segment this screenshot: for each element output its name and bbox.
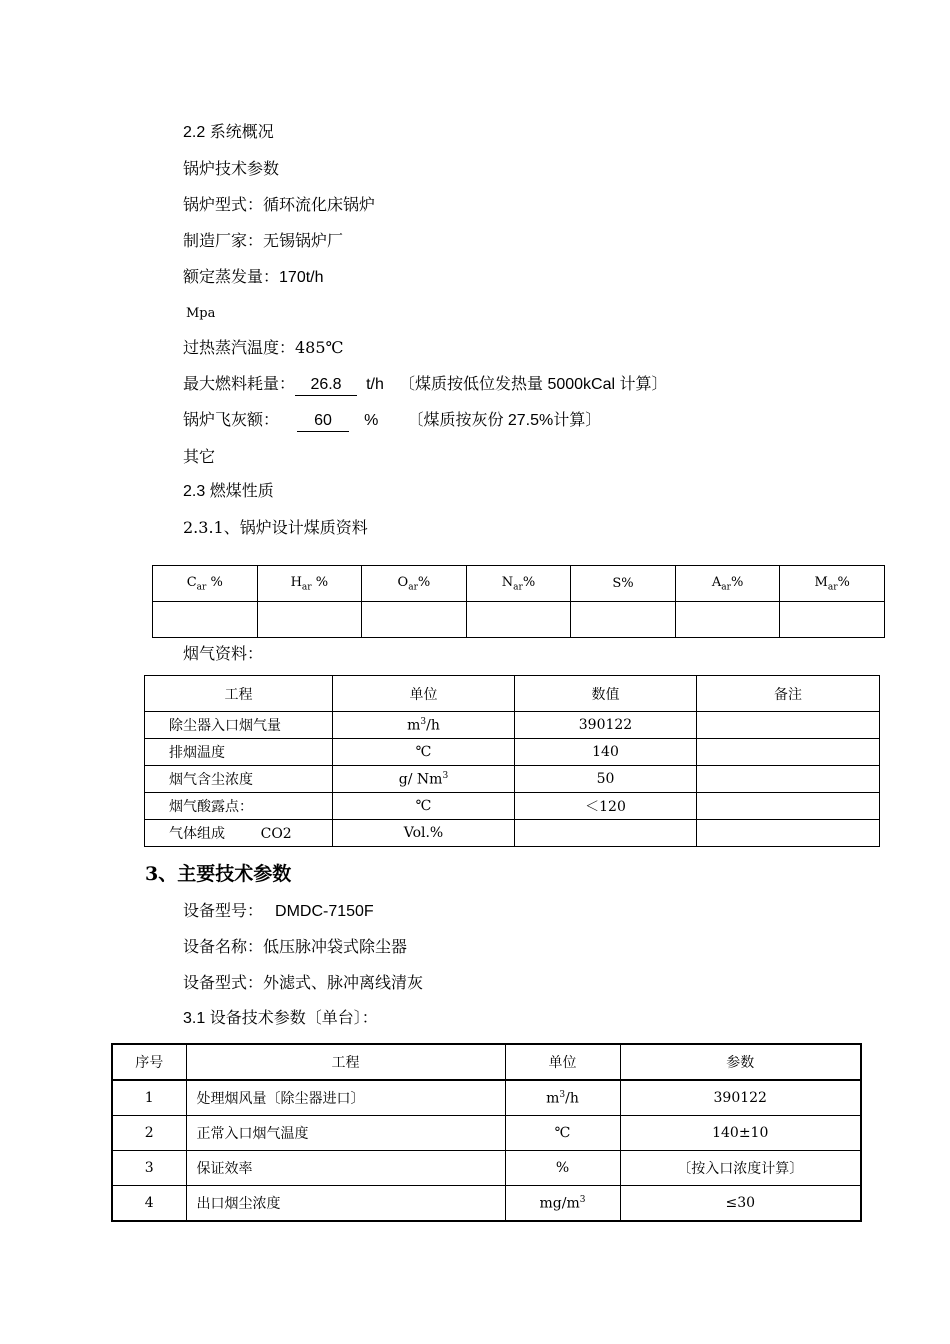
table-row [145, 820, 880, 847]
pressure-unit: Mpa [186, 306, 216, 321]
coal-quality-table [152, 565, 885, 638]
params-item: 出口烟尘浓度 [186, 1186, 505, 1222]
table-row [112, 1151, 861, 1186]
flue-item: 除尘器入口烟气量 [145, 712, 333, 739]
rated-steam [183, 265, 324, 289]
coal-value-cell [675, 602, 780, 638]
flue-header-item: 工程 [145, 676, 333, 712]
coal-header-cell: $A_{ar}\%$ [675, 566, 780, 602]
flue-header-note: 备注 [697, 676, 880, 712]
coal-value-cell [571, 602, 676, 638]
params-header-row [112, 1044, 861, 1080]
params-value: 〔按入口浓度计算〕 [620, 1151, 861, 1186]
params-no: 2 [112, 1116, 186, 1151]
params-value: 140±10 [620, 1116, 861, 1151]
coal-value-cell [780, 602, 885, 638]
fly-ash-value: 60 [297, 411, 349, 432]
fly-ash [183, 408, 601, 432]
boiler-type: 锅炉型式：循环流化床锅炉 [183, 195, 376, 214]
flue-value [515, 820, 697, 847]
fly-ash-label: 锅炉飞灰额： [183, 410, 280, 429]
coal-header-cell: $C_{ar}$ % [153, 566, 258, 602]
equipment-params-table [111, 1043, 862, 1222]
coal-header-cell: $M_{ar}\%$ [780, 566, 885, 602]
equipment-model-value: DMDC-7150F [275, 903, 374, 920]
table-row [112, 1186, 861, 1222]
rated-steam-label: 额定蒸发量： [183, 267, 280, 286]
equipment-model-label: 设备型号： [183, 901, 264, 920]
flue-unit: $m^3/h$ [333, 712, 515, 739]
superheat-temp: 过热蒸汽温度：485℃ [183, 338, 344, 357]
flue-note [697, 766, 880, 793]
equipment-model [183, 899, 374, 923]
flue-header-value: 数值 [515, 676, 697, 712]
flue-gas-table [144, 675, 880, 847]
coal-value-row [153, 602, 885, 638]
flue-header-row [145, 676, 880, 712]
manufacturer: 制造厂家：无锡锅炉厂 [183, 231, 344, 250]
other-label: 其它 [183, 447, 216, 466]
boiler-params-heading: 锅炉技术参数 [183, 159, 280, 178]
coal-value-cell [466, 602, 571, 638]
flue-unit: g/ Nm$^3$ [333, 766, 515, 793]
params-unit: ℃ [505, 1116, 620, 1151]
flue-item: 排烟温度 [145, 739, 333, 766]
max-fuel-value: 26.8 [295, 375, 357, 396]
flue-note [697, 820, 880, 847]
flue-value: 50 [515, 766, 697, 793]
coal-header-cell: S% [571, 566, 676, 602]
flue-item: 气体组成 CO2 [145, 820, 333, 847]
params-no: 3 [112, 1151, 186, 1186]
coal-header-cell: $N_{ar}\%$ [466, 566, 571, 602]
params-no: 1 [112, 1080, 186, 1116]
flue-value: 390122 [515, 712, 697, 739]
params-unit: $m^3/h$ [505, 1080, 620, 1116]
params-unit: % [505, 1151, 620, 1186]
flue-unit: Vol.% [333, 820, 515, 847]
table-row [145, 712, 880, 739]
params-item: 保证效率 [186, 1151, 505, 1186]
flue-item: 烟气含尘浓度 [145, 766, 333, 793]
section-2-2-title: 2.2 系统概况 [183, 124, 274, 141]
params-item: 正常入口烟气温度 [186, 1116, 505, 1151]
params-value: ≤30 [620, 1186, 861, 1222]
table-row [145, 793, 880, 820]
coal-header-cell: $H_{ar}$ % [257, 566, 362, 602]
flue-item: 烟气酸露点： [145, 793, 333, 820]
section-2-3-title: 2.3 燃煤性质 [183, 483, 274, 500]
params-header-no: 序号 [112, 1044, 186, 1080]
params-unit: $mg/m^3$ [505, 1186, 620, 1222]
flue-gas-title: 烟气资料： [183, 644, 264, 663]
flue-note [697, 712, 880, 739]
flue-unit: ℃ [333, 739, 515, 766]
coal-value-cell [153, 602, 258, 638]
coal-header-cell: $O_{ar}\%$ [362, 566, 467, 602]
max-fuel-unit: t/h [366, 376, 384, 393]
params-header-item: 工程 [186, 1044, 505, 1080]
max-fuel-note: 〔煤质按低位发热量 5000kCal 计算〕 [399, 376, 668, 393]
params-header-value: 参数 [620, 1044, 861, 1080]
flue-note [697, 739, 880, 766]
fly-ash-note: 〔煤质按灰份 27.5%计算〕 [407, 412, 602, 429]
flue-value: ＜120 [515, 793, 697, 820]
params-value: 390122 [620, 1080, 861, 1116]
equipment-form: 设备型式：外滤式、脉冲离线清灰 [183, 973, 424, 992]
max-fuel [183, 372, 668, 396]
table-row [145, 739, 880, 766]
max-fuel-label: 最大燃料耗量： [183, 374, 296, 393]
flue-note [697, 793, 880, 820]
coal-value-cell [362, 602, 467, 638]
params-no: 4 [112, 1186, 186, 1222]
section-3-title: 3、主要技术参数 [145, 863, 292, 885]
table-row [145, 766, 880, 793]
rated-steam-value: 170t/h [279, 269, 324, 286]
flue-header-unit: 单位 [333, 676, 515, 712]
flue-value: 140 [515, 739, 697, 766]
table-row [112, 1116, 861, 1151]
params-title: 3.1 设备技术参数〔单台〕： [183, 1010, 378, 1027]
flue-unit: ℃ [333, 793, 515, 820]
params-item: 处理烟风量〔除尘器进口〕 [186, 1080, 505, 1116]
table-row [112, 1080, 861, 1116]
coal-data-subtitle: 2.3.1、锅炉设计煤质资料 [183, 518, 368, 537]
coal-header-row [153, 566, 885, 602]
equipment-name: 设备名称：低压脉冲袋式除尘器 [183, 937, 408, 956]
params-header-unit: 单位 [505, 1044, 620, 1080]
coal-value-cell [257, 602, 362, 638]
fly-ash-unit: % [364, 412, 379, 429]
